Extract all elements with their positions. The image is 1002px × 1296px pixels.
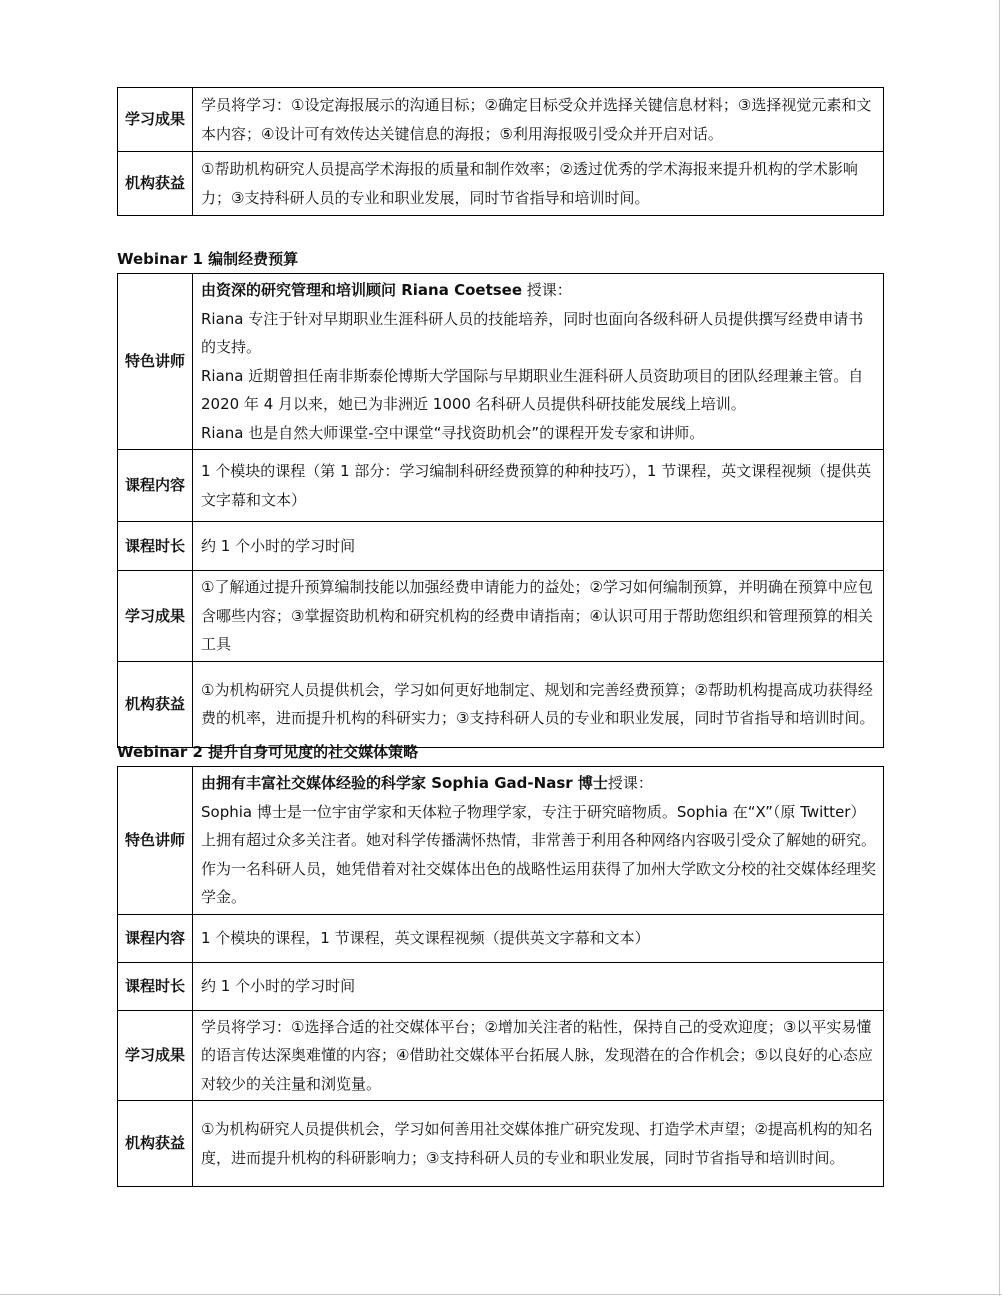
row-text: ①为机构研究人员提供机会，学习如何更好地制定、规划和完善经费预算；②帮助机构提高成功获得经费的机率，进而提升机构的科研实力；③支持科研人员的专业和职业发展，同时节省指导和培训时间。 bbox=[193, 661, 884, 747]
table-row bbox=[118, 450, 884, 522]
row-label: 学习成果 bbox=[118, 1010, 193, 1101]
row-text: 学员将学习：①选择合适的社交媒体平台；②增加关注者的粘性，保持自己的受欢迎度；③以平实易懂的语言传达深奥难懂的内容；④借助社交媒体平台拓展人脉，发现潜在的合作机会；⑤以良好的心态应对较少的关注量和浏览量。 bbox=[193, 1010, 884, 1101]
table-row bbox=[118, 88, 884, 152]
page-edge bbox=[0, 1294, 1002, 1295]
row-text: 约 1 个小时的学习时间 bbox=[193, 522, 884, 571]
table-row bbox=[118, 767, 884, 915]
page-edge bbox=[999, 0, 1000, 1296]
row-text: ①了解通过提升预算编制技能以加强经费申请能力的益处；②学习如何编制预算，并明确在预算中应包含哪些内容；③掌握资助机构和研究机构的经费申请指南；④认识可用于帮助您组织和管理预算的相关工具 bbox=[193, 571, 884, 662]
table-row bbox=[118, 274, 884, 450]
table-row bbox=[118, 1101, 884, 1187]
section-title: Webinar 1 编制经费预算 bbox=[117, 250, 299, 268]
table-row bbox=[118, 522, 884, 571]
row-text: ①为机构研究人员提供机会，学习如何善用社交媒体推广研究发现、打造学术声望；②提高机构的知名度，进而提升机构的科研影响力；③支持科研人员的专业和职业发展，同时节省指导和培训时间。 bbox=[193, 1101, 884, 1187]
row-text: 1 个模块的课程（第 1 部分：学习编制科研经费预算的种种技巧），1 节课程，英文课程视频（提供英文字幕和文本） bbox=[193, 450, 884, 522]
table-row bbox=[118, 571, 884, 662]
row-label: 特色讲师 bbox=[118, 767, 193, 915]
top-table bbox=[117, 87, 884, 216]
instructor-name: 拥有丰富社交媒体经验的科学家 Sophia Gad-Nasr 博士 bbox=[216, 774, 608, 792]
table-row bbox=[118, 914, 884, 962]
row-label: 课程时长 bbox=[118, 962, 193, 1010]
row-label: 特色讲师 bbox=[118, 274, 193, 450]
row-label: 课程内容 bbox=[118, 450, 193, 522]
webinar2-table bbox=[117, 766, 884, 1187]
row-label: 课程时长 bbox=[118, 522, 193, 571]
table-row bbox=[118, 1010, 884, 1101]
instructor-cell bbox=[193, 274, 884, 450]
row-label: 课程内容 bbox=[118, 914, 193, 962]
instructor-name: 资深的研究管理和培训顾问 Riana Coetsee bbox=[216, 281, 523, 299]
instructor-bio: Riana 也是自然大师课堂-空中课堂“寻找资助机会”的课程开发专家和讲师。 bbox=[201, 423, 705, 442]
row-text: ①帮助机构研究人员提高学术海报的质量和制作效率；②透过优秀的学术海报来提升机构的学术影响力；③支持科研人员的专业和职业发展，同时节省指导和培训时间。 bbox=[193, 152, 884, 216]
instructor-bio: Sophia 博士是一位宇宙学家和天体粒子物理学家，专注于研究暗物质。Sophia 在“X”（原 Twitter）上拥有超过众多关注者。她对科学传播满怀热情，非常善于利用各种网络内容吸引受众了解她的研究。作为一名科研人员，她凭借着对社交媒体出色的战略性运用获得了加州大学欧文分校的社交媒体经理奖学金。 bbox=[201, 802, 877, 906]
table-row bbox=[118, 152, 884, 216]
section-title: Webinar 2 提升自身可见度的社交媒体策略 bbox=[117, 743, 419, 761]
row-text: 1 个模块的课程，1 节课程，英文课程视频（提供英文字幕和文本） bbox=[193, 914, 884, 962]
row-text: 学员将学习：①设定海报展示的沟通目标；②确定目标受众并选择关键信息材料；③选择视觉元素和文本内容；④设计可有效传达关键信息的海报；⑤利用海报吸引受众并开启对话。 bbox=[193, 88, 884, 152]
row-label: 机构获益 bbox=[118, 1101, 193, 1187]
webinar1-table bbox=[117, 273, 884, 748]
row-label: 学习成果 bbox=[118, 88, 193, 152]
instructor-cell bbox=[193, 767, 884, 915]
instructor-bio: Riana 近期曾担任南非斯泰伦博斯大学国际与早期职业生涯科研人员资助项目的团队经理兼主管。自 2020 年 4 月以来，她已为非洲近 1000 名科研人员提供科研技能发展线上培训。 bbox=[201, 366, 864, 413]
table-row bbox=[118, 661, 884, 747]
row-label: 机构获益 bbox=[118, 152, 193, 216]
row-text: 约 1 个小时的学习时间 bbox=[193, 962, 884, 1010]
instructor-bio: Riana 专注于针对早期职业生涯科研人员的技能培养，同时也面向各级科研人员提供撰写经费申请书的支持。 bbox=[201, 309, 864, 356]
row-label: 学习成果 bbox=[118, 571, 193, 662]
table-row bbox=[118, 962, 884, 1010]
instructor-intro: 由拥有丰富社交媒体经验的科学家 Sophia Gad-Nasr 博士授课： bbox=[201, 774, 653, 792]
row-label: 机构获益 bbox=[118, 661, 193, 747]
instructor-intro: 由资深的研究管理和培训顾问 Riana Coetsee 授课： bbox=[201, 281, 572, 299]
